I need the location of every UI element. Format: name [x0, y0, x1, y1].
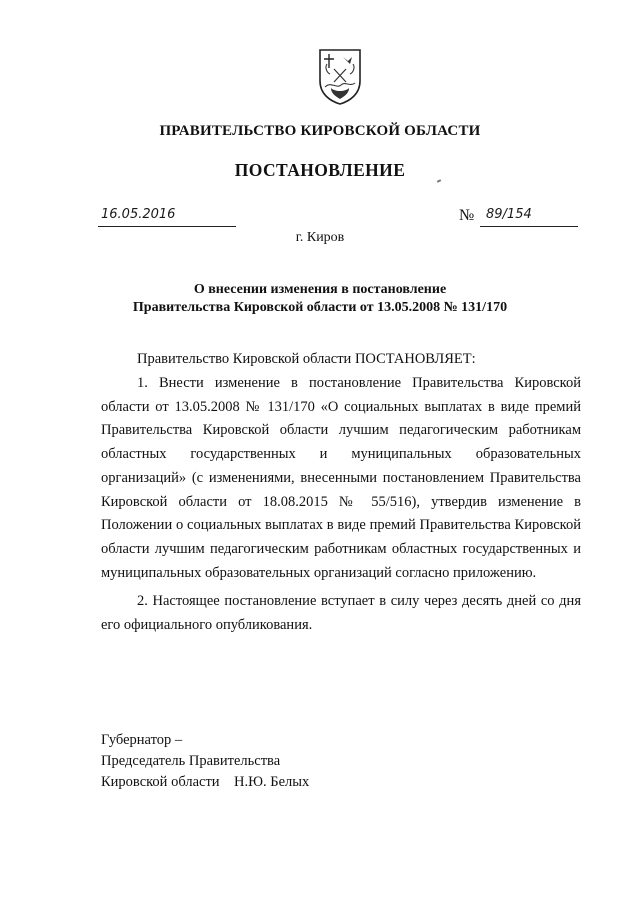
signature-position-1: Губернатор –: [101, 732, 183, 748]
document-body: [101, 347, 581, 638]
coat-of-arms-icon: [317, 47, 363, 105]
number-sign: №: [459, 207, 475, 224]
government-title: ПРАВИТЕЛЬСТВО КИРОВСКОЙ ОБЛАСТИ: [159, 123, 481, 139]
document-number: 89/154: [486, 207, 532, 222]
subject-line-1: О внесении изменения в постановление: [193, 282, 447, 297]
signature-position-3: Кировской области: [101, 774, 220, 790]
paragraph-2: 2. Настоящее постановление вступает в силу через десять дней со дня его официального опубликования.: [101, 593, 581, 634]
city: г. Киров: [295, 230, 345, 245]
signature-region-line: [101, 772, 309, 793]
number-underline: [480, 226, 578, 227]
paragraph-1: 1. Внести изменение в постановление Правительства Кировской области от 13.05.2008 № 131/170 «О социальных выплатах в виде премий Правительства Кировской области лучшим педагогическим работникам областных государственных и муниципальных образовательных организаций» (с изменениями, внесенными постановлением Правительства Кировской области от 18.08.2015 № 55/516), утвердив изменение в Положении о социальных выплатах в виде премий Правительства Кировской области лучшим педагогическим работникам областных государственных и муниципальных образовательных организаций согласно приложению.: [101, 375, 581, 581]
date-underline: [98, 226, 236, 227]
signatory-name: Н.Ю. Белых: [234, 774, 310, 790]
document-date: 16.05.2016: [101, 207, 176, 222]
signature-block: [101, 730, 309, 793]
scan-mark: [437, 179, 441, 183]
document-subject: [110, 281, 530, 317]
subject-line-2: Правительства Кировской области от 13.05.2008 № 131/170: [132, 300, 508, 315]
preamble: Правительство Кировской области ПОСТАНОВЛЯЕТ:: [137, 351, 476, 367]
document-type: ПОСТАНОВЛЕНИЕ: [234, 160, 406, 180]
signature-position-2: Председатель Правительства: [101, 753, 281, 769]
